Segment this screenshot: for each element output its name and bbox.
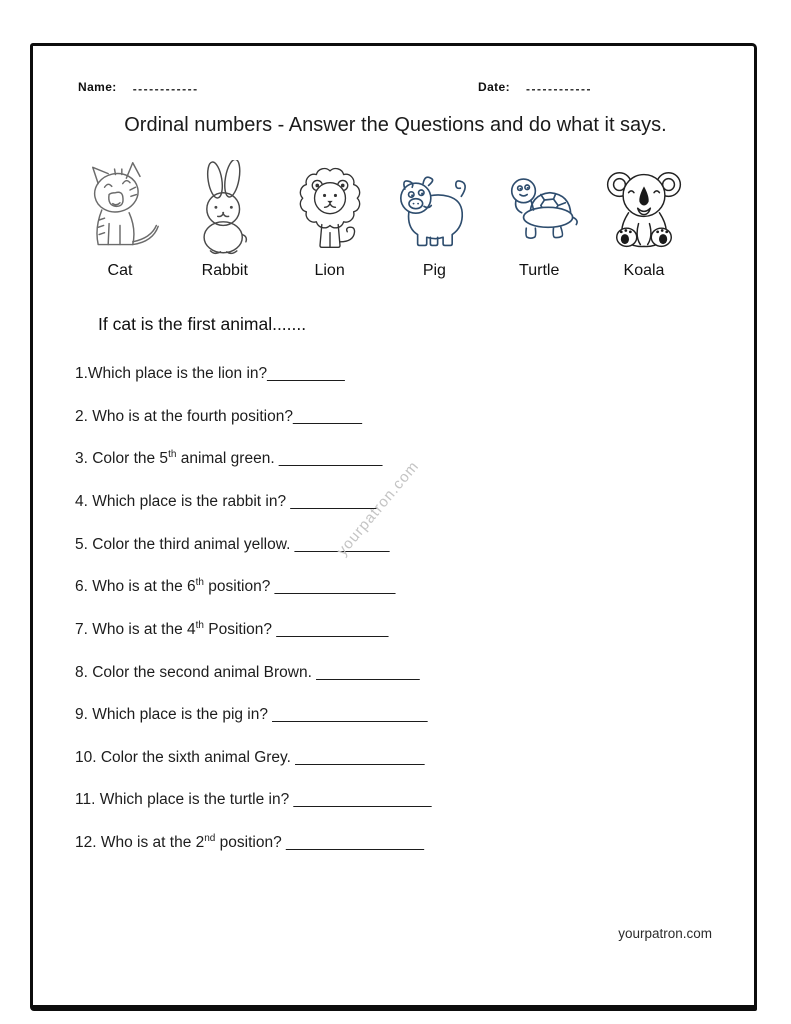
footer-site-credit: yourpatron.com: [618, 926, 712, 941]
question-4: [75, 493, 377, 511]
question-3: [75, 450, 382, 468]
question-text-cont: position? ______________: [203, 578, 396, 595]
ordinal-suffix: th: [168, 448, 177, 460]
question-7: [75, 621, 388, 639]
animal-label-cat: Cat: [107, 262, 133, 279]
pig-icon: [388, 160, 480, 260]
ordinal-suffix: th: [195, 576, 204, 588]
turtle-icon: [493, 160, 585, 260]
date-blank-line: ------------: [526, 82, 592, 96]
question-text-cont: animal green. ____________: [176, 450, 383, 467]
ordinal-suffix: th: [195, 619, 204, 631]
animal-label-koala: Koala: [623, 262, 665, 279]
question-text: 2. Who is at the fourth position?________: [75, 408, 362, 425]
koala-icon: [598, 160, 690, 260]
animal-label-turtle: Turtle: [519, 262, 560, 279]
animal-pig: [384, 160, 484, 280]
question-text: 12. Who is at the 2: [75, 834, 205, 851]
question-text: 8. Color the second animal Brown. ____________: [75, 664, 420, 681]
lion-icon: [284, 160, 376, 260]
question-10: [75, 749, 425, 767]
date-field: [478, 80, 592, 94]
question-text: 10. Color the sixth animal Grey. _______________: [75, 749, 425, 766]
question-6: [75, 578, 395, 596]
question-12: [75, 834, 424, 852]
name-blank-line: ------------: [132, 82, 199, 96]
question-text: 1.Which place is the lion in?_________: [75, 365, 345, 382]
question-text: 7. Who is at the 4: [75, 621, 196, 638]
ordinal-suffix: nd: [204, 832, 216, 844]
animal-koala: [594, 160, 694, 280]
watermark-text: yourpatron.com: [333, 457, 423, 560]
rabbit-icon: [179, 160, 271, 260]
animal-rabbit: [175, 160, 275, 280]
question-9: [75, 706, 427, 724]
worksheet-title: Ordinal numbers - Answer the Questions and do what it says.: [124, 114, 667, 136]
question-text-cont: Position? _____________: [203, 621, 389, 638]
question-text: 9. Which place is the pig in? __________________: [75, 706, 428, 723]
question-text: 11. Which place is the turtle in? ________________: [75, 791, 432, 808]
animal-label-pig: Pig: [422, 262, 446, 279]
date-label: Date:: [478, 80, 511, 94]
animal-turtle: [489, 160, 589, 280]
question-text-cont: position? ________________: [215, 834, 424, 851]
name-label: Name:: [78, 80, 117, 94]
animal-lion: [280, 160, 380, 280]
animal-label-rabbit: Rabbit: [201, 262, 248, 279]
question-5: [75, 536, 390, 554]
question-1: [75, 365, 345, 383]
question-2: [75, 408, 362, 426]
animal-label-lion: Lion: [314, 262, 345, 279]
cat-icon: [74, 160, 166, 260]
question-text: 4. Which place is the rabbit in? __________: [75, 493, 377, 510]
intro-statement: If cat is the first animal.......: [98, 314, 307, 334]
question-text: 3. Color the 5: [75, 450, 169, 467]
animal-cat: [70, 160, 170, 280]
question-8: [75, 664, 420, 682]
question-11: [75, 791, 431, 809]
animals-row: [70, 160, 694, 280]
question-text: 6. Who is at the 6: [75, 578, 196, 595]
name-field: [78, 80, 199, 94]
question-text: 5. Color the third animal yellow. ___________: [75, 536, 390, 553]
